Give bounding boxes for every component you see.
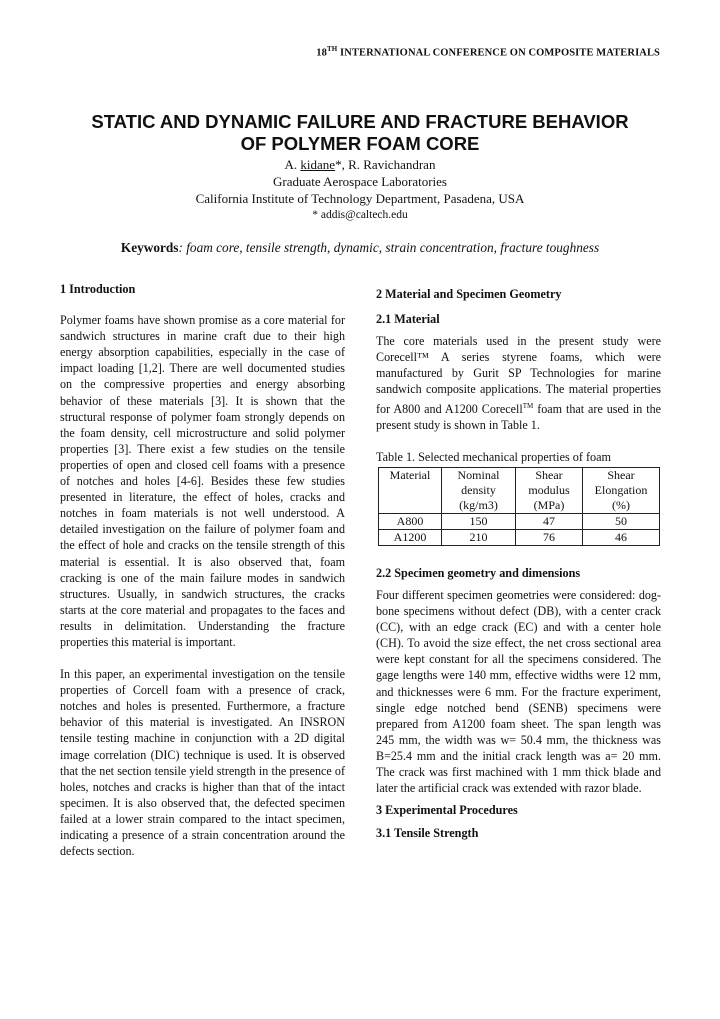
table-header: Nominal density (kg/m3) bbox=[442, 467, 516, 513]
keywords-label: Keywords bbox=[120, 240, 179, 255]
section-2-1-heading: 2.1 Material bbox=[376, 312, 440, 327]
keywords bbox=[60, 240, 660, 256]
table-cell: 150 bbox=[442, 513, 516, 529]
table-cell: A1200 bbox=[379, 529, 442, 545]
right-column bbox=[376, 286, 661, 841]
table-header: Shear modulus (MPa) bbox=[516, 467, 583, 513]
table-header-row bbox=[379, 467, 660, 513]
keywords-text: : foam core, tensile strength, dynamic, strain concentration, fracture toughness bbox=[178, 240, 600, 255]
table-caption: Table 1. Selected mechanical properties of foam bbox=[376, 449, 612, 464]
author-link[interactable]: kidane bbox=[300, 157, 336, 172]
properties-table bbox=[378, 467, 660, 546]
table-header: Shear Elongation (%) bbox=[583, 467, 660, 513]
table-cell: 50 bbox=[583, 513, 660, 529]
paper-title bbox=[60, 111, 660, 155]
table-header: Material bbox=[379, 467, 442, 513]
left-column bbox=[60, 281, 345, 859]
section-3-heading: 3 Experimental Procedures bbox=[376, 803, 518, 818]
section-2-2-heading: 2.2 Specimen geometry and dimensions bbox=[376, 565, 581, 580]
affiliation-1: Graduate Aerospace Laboratories bbox=[273, 174, 447, 189]
title-line-2: OF POLYMER FOAM CORE bbox=[240, 133, 480, 154]
running-header bbox=[0, 42, 720, 60]
table-cell: 47 bbox=[516, 513, 583, 529]
section-2-heading: 2 Material and Specimen Geometry bbox=[376, 287, 562, 301]
specimen-paragraph: Four different specimen geometries were considered: dog-bone specimens without defect (DB), with a center crack (CC), with an edge crack (EC) and with a center hole (CH). To avoid the size effect, the net cross sectional area were kept constant for all the specimens considered. The gage lengths were 140 mm, effective widths were 12 mm, and thicknesses were 6 mm. For the fracture experiment, single edge notched bend (SENB) specimens were prepared from A1200 foam sheet. The span length was 245 mm, the width was w= 50.4 mm, the thickness was B=25.4 mm and the initial crack length was a= 20 mm. The crack was first machined with 1 mm thick blade and later the artificial crack was extended with razor blade. bbox=[376, 587, 661, 796]
table-row bbox=[379, 513, 660, 529]
table-cell: 46 bbox=[583, 529, 660, 545]
intro-paragraph-1: Polymer foams have shown promise as a core material for sandwich structures in marine craft due to their high energy absorption capabilities, especially in the case of impact loading [1,2]. There are well documented studies on the compressive properties and energy absorbing behavior of these materials [3]. It is shown that the structural response of polymer foam strongly depends on the foam density, cell microstructure and solid polymer properties [3]. There exist a few studies on the tensile properties of open and closed cell foams with a presence of notches and holes [4-6]. Besides these few studies presented in literature, the effect of holes, cracks and notches in foam materials is not well understood. A detailed investigation on the failure of polymer foam and the effect of hole and cracks on the tensile strength of this material is essential. It is also observed that, foam cracking is one of the main failure modes in sandwich structures. Usually, in sandwich structures, the cracks starts at the core material and propagates to the faces and results in delimitation. Understanding the fracture properties this material is important. bbox=[60, 313, 345, 649]
title-line-1: STATIC AND DYNAMIC FAILURE AND FRACTURE BEHAVIOR bbox=[91, 111, 629, 132]
section-3-1-heading: 3.1 Tensile Strength bbox=[376, 826, 479, 841]
intro-paragraph-2: In this paper, an experimental investigation on the tensile properties of Corcell foam with a presence of crack, notches and holes is presented. Furthermore, a fracture behavior of this material is investigated. An INSRON tensile testing machine in conjunction with a 2D digital image correlation (DIC) technique is used. It is observed that the net section tensile yield strength in the presence of holes, notches and cracks is higher than that of the intact specimen. It is also observed that, the defected specimen failed at a lower strain compared to the intact specimen, indicating a presence of a strain concentration around the defects section. bbox=[60, 667, 345, 859]
author-names: A. kidane*, R. Ravichandran bbox=[284, 157, 436, 172]
table-cell: 76 bbox=[516, 529, 583, 545]
conference-name: 18TH INTERNATIONAL CONFERENCE ON COMPOSITE MATERIALS bbox=[316, 44, 660, 58]
table-cell: A800 bbox=[379, 513, 442, 529]
author-block bbox=[0, 156, 720, 224]
introduction-heading: 1 Introduction bbox=[60, 282, 136, 296]
author-email: * addis@caltech.edu bbox=[312, 209, 408, 221]
table-row bbox=[379, 529, 660, 545]
table-cell: 210 bbox=[442, 529, 516, 545]
material-paragraph: The core materials used in the present study were Corecell™ A series styrene foams, which were manufactured by Gurit SP Technologies for marine sandwich composite applications. The material properties for A800 and A1200 Corecell™ foam that are used in the present study is shown in Table 1. bbox=[376, 334, 661, 432]
affiliation-2: California Institute of Technology Department, Pasadena, USA bbox=[195, 191, 525, 206]
